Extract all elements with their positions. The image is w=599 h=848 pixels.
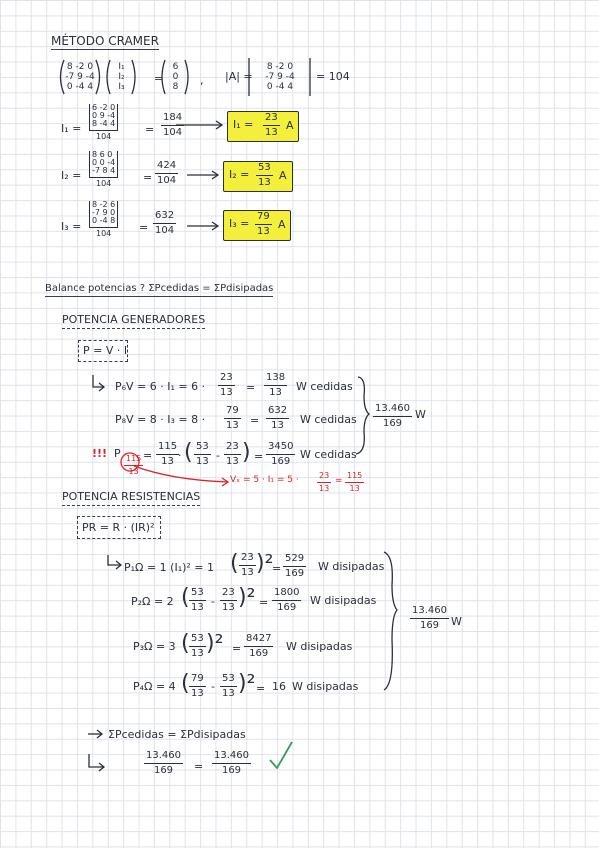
fraction xyxy=(220,674,237,699)
fraction xyxy=(345,472,364,493)
equals-sign: = xyxy=(154,72,164,85)
i1-cramer-fraction xyxy=(89,104,118,141)
source-vector xyxy=(167,62,184,92)
numerator: 53 xyxy=(256,163,273,176)
balance-question: Balance potencias ? ΣPcedidas = ΣPdisipadas xyxy=(45,284,273,297)
equals-sign: = xyxy=(246,381,256,394)
equals-sign: = xyxy=(250,414,260,427)
equals-sign: = xyxy=(259,596,269,609)
denominator: 169 xyxy=(221,765,242,776)
vector-row: I₁ xyxy=(118,62,125,72)
paren-open: ( xyxy=(181,671,190,696)
det-matrix xyxy=(252,62,308,92)
p2-expression: P₂Ω = 2 xyxy=(131,595,174,608)
i1-value-fraction xyxy=(161,113,184,138)
matrix-row: 8 -2 0 xyxy=(66,62,94,72)
numerator: 13.460 xyxy=(212,751,251,764)
fraction xyxy=(144,751,183,776)
denominator: 13 xyxy=(271,420,284,431)
vector-row: 6 xyxy=(172,62,179,72)
matrix-row: 0 -4 4 xyxy=(266,82,294,92)
denominator: 13 xyxy=(349,484,360,493)
numerator: 13.460 xyxy=(373,404,412,417)
matrix-row: 8 6 0 xyxy=(92,150,113,159)
page-title: MÉTODO CRAMER xyxy=(51,34,159,48)
unit-label: W cedidas xyxy=(296,380,353,393)
matrix-row: 6 -2 0 xyxy=(92,103,116,112)
matrix-row: 8 -2 6 xyxy=(92,200,116,209)
denominator: 13 xyxy=(319,484,330,493)
matrix-row: 0 -4 8 xyxy=(92,216,116,225)
denominator: 13 xyxy=(241,567,254,578)
paren-close: ) xyxy=(242,440,251,465)
fraction xyxy=(212,751,251,776)
i1-label: I₁ = xyxy=(61,122,82,135)
i3-label: I₃ = xyxy=(61,220,82,233)
dependent-source-label: P xyxy=(114,447,121,460)
coefficient-matrix xyxy=(65,62,95,92)
unit-label: W cedidas xyxy=(300,413,357,426)
denominator: 13 xyxy=(222,602,235,613)
equals-sign: = xyxy=(143,449,153,462)
resistances-title: POTENCIA RESISTENCIAS xyxy=(62,491,200,506)
unit: W xyxy=(415,408,426,421)
denominator: 13 xyxy=(222,688,235,699)
generator-formula: P = V · I xyxy=(83,344,128,357)
result-fraction xyxy=(263,113,280,138)
equals-sign: = xyxy=(194,760,204,773)
denominator: 169 xyxy=(153,765,174,776)
fraction xyxy=(224,442,241,467)
numerator: 53 xyxy=(189,588,206,601)
conclusion-statement: ΣPcedidas = ΣPdisipadas xyxy=(108,728,246,741)
fraction xyxy=(189,588,206,613)
numerator: 23 xyxy=(317,472,331,483)
matrix-row: -7 9 0 xyxy=(92,208,116,217)
denominator: 169 xyxy=(419,620,440,631)
paren-open: ( xyxy=(230,551,239,576)
fraction xyxy=(194,442,211,467)
i2-value-fraction xyxy=(155,161,178,186)
numerator: 23 xyxy=(218,373,235,386)
i3-value-fraction xyxy=(153,211,176,236)
minus-sign: - xyxy=(211,680,215,693)
equals-sign: = xyxy=(256,682,266,695)
dot: · xyxy=(178,449,182,462)
fraction xyxy=(189,634,206,659)
comma: , xyxy=(200,74,204,87)
unit-label: W cedidas xyxy=(300,448,357,461)
minus-sign: - xyxy=(211,595,215,608)
numerator: 53 xyxy=(189,634,206,647)
numerator: 3450 xyxy=(266,442,295,455)
denominator: 104 xyxy=(95,229,112,238)
fraction xyxy=(220,588,237,613)
unit-label: W disipadas xyxy=(318,560,385,573)
numerator: 1800 xyxy=(272,588,301,601)
matrix-row: 8 -2 0 xyxy=(266,62,294,72)
matrix-row: 0 0 -4 xyxy=(92,158,116,167)
numerator: 23 xyxy=(239,553,256,566)
minus-sign: - xyxy=(216,449,220,462)
unit-label: W disipadas xyxy=(286,640,353,653)
fraction xyxy=(283,554,306,579)
numerator: 632 xyxy=(153,211,176,224)
result-fraction xyxy=(255,212,272,237)
unit-label: W disipadas xyxy=(292,680,359,693)
denominator: 13 xyxy=(226,420,239,431)
unit: A xyxy=(279,169,287,182)
result-label: I₃ = xyxy=(229,217,250,230)
denominator: 104 xyxy=(155,225,175,236)
current-vector xyxy=(112,62,131,92)
matrix-row: -7 9 -4 xyxy=(65,72,95,82)
det-label: |A| = xyxy=(225,70,253,83)
vector-row: 8 xyxy=(172,82,179,92)
i2-label: I₂ = xyxy=(61,169,82,182)
p6v-expression: P₆V = 6 · I₁ = 6 · xyxy=(115,380,206,393)
paren-close: )² xyxy=(206,631,224,656)
denominator: 13 xyxy=(265,127,278,138)
i2-cramer-fraction xyxy=(89,151,118,188)
result-fraction xyxy=(256,163,273,188)
numerator: 13.460 xyxy=(144,751,183,764)
denominator: 169 xyxy=(277,602,297,613)
p4-expression: P₄Ω = 4 xyxy=(133,680,176,693)
p3-expression: P₃Ω = 3 xyxy=(133,640,176,653)
denominator: 13 xyxy=(258,177,271,188)
denominator: 13 xyxy=(226,456,239,467)
paren-close: )² xyxy=(256,551,274,576)
equals-sign: = xyxy=(145,123,155,136)
denominator: 13 xyxy=(269,387,282,398)
fraction xyxy=(264,373,287,398)
fraction xyxy=(189,674,206,699)
numerator: 115 xyxy=(156,442,179,455)
numerator: 79 xyxy=(255,212,272,225)
equals-sign: = xyxy=(143,171,153,184)
paren-open: ( xyxy=(184,440,193,465)
fraction xyxy=(218,373,235,398)
matrix-row: -7 9 -4 xyxy=(265,72,295,82)
matrix-row: 0 -4 4 xyxy=(66,82,94,92)
fraction xyxy=(239,553,256,578)
numerator: 53 xyxy=(194,442,211,455)
denominator: 104 xyxy=(95,179,112,188)
numerator: 529 xyxy=(283,554,306,567)
numerator: 115 xyxy=(124,455,143,466)
numerator: 138 xyxy=(264,373,287,386)
paren-open: ( xyxy=(181,631,190,656)
matrix-row: 8 -4 4 xyxy=(92,119,116,128)
denominator: 169 xyxy=(271,456,291,467)
resistance-formula: PR = R · (IR)² xyxy=(82,521,155,534)
matrix-row: 0 9 -4 xyxy=(92,111,116,120)
numerator: 23 xyxy=(220,588,237,601)
denominator: 169 xyxy=(285,568,305,579)
denominator: 104 xyxy=(95,132,112,141)
denominator: 104 xyxy=(163,127,183,138)
numerator: 79 xyxy=(224,406,241,419)
denominator: 13 xyxy=(191,648,204,659)
numerator: 13.460 xyxy=(410,606,449,619)
fraction xyxy=(317,472,331,493)
denominator: 13 xyxy=(191,688,204,699)
denominator: 13 xyxy=(257,226,270,237)
value: 16 xyxy=(272,680,286,693)
fraction xyxy=(272,588,301,613)
equals-sign: = xyxy=(335,476,343,486)
matrix-row: -7 8 4 xyxy=(92,166,116,175)
denominator: 13 xyxy=(191,602,204,613)
numerator: 8427 xyxy=(244,634,273,647)
numerator: 424 xyxy=(155,161,178,174)
numerator: 23 xyxy=(224,442,241,455)
numerator: 79 xyxy=(189,674,206,687)
unit: W xyxy=(451,615,462,628)
equals-sign: = xyxy=(232,642,242,655)
generators-total xyxy=(373,404,412,429)
vector-row: I₂ xyxy=(118,72,125,82)
resistances-total xyxy=(410,606,449,631)
paren-close: )² xyxy=(238,585,256,610)
dependent-source-value xyxy=(124,455,143,476)
denominator: 169 xyxy=(382,418,403,429)
paren-close: )² xyxy=(238,671,256,696)
unit: A xyxy=(278,218,286,231)
denominator: 13 xyxy=(161,456,174,467)
p1-expression: P₁Ω = 1 (I₁)² = 1 xyxy=(124,561,215,574)
denominator: 13 xyxy=(196,456,209,467)
unit-label: W disipadas xyxy=(310,594,377,607)
numerator: 115 xyxy=(345,472,364,483)
generators-title: POTENCIA GENERADORES xyxy=(62,314,205,329)
vector-row: I₃ xyxy=(118,82,125,92)
result-label: I₁ = xyxy=(233,118,254,131)
fraction xyxy=(224,406,241,431)
numerator: 23 xyxy=(263,113,280,126)
denominator: 104 xyxy=(157,175,177,186)
vector-row: 0 xyxy=(172,72,179,82)
result-label: I₂ = xyxy=(229,168,250,181)
denominator: 13 xyxy=(128,467,139,476)
i3-cramer-fraction xyxy=(89,201,118,238)
equals-sign: = xyxy=(272,562,282,575)
fraction xyxy=(266,442,295,467)
paren-open: ( xyxy=(181,585,190,610)
p8v-expression: P₈V = 8 · I₃ = 8 · xyxy=(115,413,206,426)
numerator: 632 xyxy=(266,406,289,419)
equals-sign: = xyxy=(139,221,149,234)
warning-mark: !!! xyxy=(92,447,108,460)
numerator: 53 xyxy=(220,674,237,687)
numerator: 184 xyxy=(161,113,184,126)
fraction xyxy=(244,634,273,659)
denominator: 13 xyxy=(220,387,233,398)
unit: A xyxy=(286,119,294,132)
fraction xyxy=(156,442,179,467)
det-value: = 104 xyxy=(316,70,350,83)
vx-note: Vₓ = 5 · I₁ = 5 · xyxy=(230,475,299,485)
denominator: 169 xyxy=(249,648,269,659)
fraction xyxy=(266,406,289,431)
equals-sign: = xyxy=(254,450,264,463)
